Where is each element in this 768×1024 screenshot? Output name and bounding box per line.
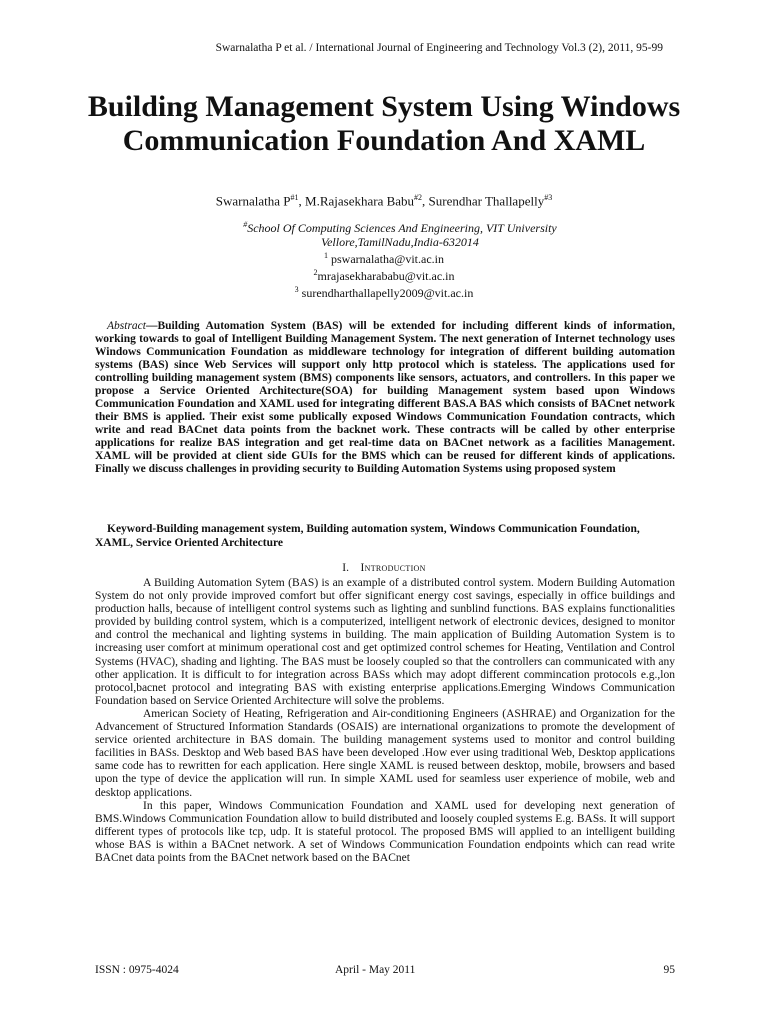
author-email: $^3$ surendharthallapelly2009@vit.ac.in: [294, 285, 474, 300]
section-number: I.: [342, 562, 349, 574]
page-number: 95: [663, 964, 675, 976]
author-name: Surendhar Thallapelly: [428, 193, 545, 209]
footer-issn: ISSN : 0975-4024: [95, 964, 179, 976]
author-name: M.Rajasekhara Babu: [305, 193, 415, 209]
body-paragraph: American Society of Heating, Refrigeration and Air-conditioning Engineers (ASHRAE) and Organization for the Advancement of Structured Information Standards (OSAIS) are international organizations to promote the development of service oriented architecture in BAS domain. The building management systems used to monitor and control building facilities in BASs. Desktop and Web based BAS have been developed .How ever using traditional Web, Desktop applications same code has to rewritten for each application. Here single XAML is reused between desktop, mobile, browsers and based upon the type of device the application will run. In simple XAML used for seamless user experience of mobile, web and desktop applications.: [95, 707, 675, 799]
running-head: Swarnalatha P et al. / International Journal of Engineering and Technology Vol.3 (2), 2011, 95-99: [215, 42, 663, 54]
body-text: [95, 577, 675, 865]
keywords: Keyword-Building management system, Building automation system, Windows Communication Foundation, XAML, Service Oriented Architecture: [95, 523, 640, 549]
footer-date: April - May 2011: [335, 964, 416, 976]
author-sup: #2: [414, 193, 423, 202]
affiliation-line: School Of Computing Sciences And Engineering, VIT University: [247, 221, 557, 235]
section-heading: [0, 562, 768, 574]
author-email: $^1$ pswarnalatha@vit.ac.in: [323, 251, 444, 266]
author-email: $^2$mrajasekharababu@vit.ac.in: [313, 268, 455, 283]
paper-title: Building Management System Using Windows Communication Foundation And XAML: [87, 90, 681, 157]
author-name: Swarnalatha P: [215, 193, 291, 209]
abstract-text: Building Automation System (BAS) will be extended for including different kinds of information, working towards to goal of Intelligent Building Management System. The next generation of Internet technology uses Windows Communication Foundation as middleware technology for integration of different building automation systems (BAS) since Web Services will support only http protocol which is stateless. The applications used for controlling building management system (BMS) components like sensors, actuators, and controllers. In this paper we propose a Service Oriented Architecture(SOA) for building Management system based upon Windows Communication Foundation and XAML used for integrating different BAS.A BAS which consists of BACnet network their BMS is applied. Their exist some publically exposed Windows Communication Foundation contracts, which write and read BACnet data points from the backnet work. These contracts will be called by other enterprise applications for realize BAS integration and get real-time data on BACnet network as a facilities Management. XAML will be provided at client side GUIs for the BMS which can be reused for different kinds of applications. Finally we discuss challenges in providing security to Building Automation Systems using proposed system: [95, 320, 675, 475]
abstract-lead: Abstract: [107, 320, 146, 332]
abstract: Abstract—Building Automation System (BAS) will be extended for including different kinds of information, working towards to goal of Intelligent Building Management System. The next generation of Internet technology uses Windows Communication Foundation as middleware technology for integration of different building automation systems (BAS) since Web Services will support only http protocol which is stateless. The applications used for controlling building management system (BMS) components like sensors, actuators, and controllers. In this paper we propose a Service Oriented Architecture(SOA) for building Management system based upon Windows Communication Foundation and XAML used for integrating different BAS.A BAS which consists of BACnet network their BMS is applied. Their exist some publically exposed Windows Communication Foundation contracts, which write and read BACnet data points from the backnet work. These contracts will be called by other enterprise applications for realize BAS integration and get real-time data on BACnet network as a facilities Management. XAML will be provided at client side GUIs for the BMS which can be reused for different kinds of applications. Finally we discuss challenges in providing security to Building Automation Systems using proposed system: [95, 320, 675, 475]
author-sup: #3: [544, 193, 553, 202]
body-paragraph: In this paper, Windows Communication Foundation and XAML used for developing next generation of BMS.Windows Communication Foundation allow to build distributed and loosely coupled systems E.g. BASs. It will support different types of protocols like tcp, udp. It is stateful protocol. The proposed BMS will applied to an intelligent building whose BAS is within a BACnet network. A set of Windows Communication Foundation endpoints which can read write BACnet data points from the BACnet network based on the BACnet: [95, 799, 675, 864]
affiliation-sup: #: [243, 220, 248, 229]
author-list: Swarnalatha $P^{\#1}$, M.Rajasekhara Babu$^{\#2}$, Surendhar Thallapelly$^{\#3}$: [215, 193, 553, 209]
affiliation: [200, 218, 600, 249]
section-title: Introduction: [360, 562, 426, 574]
body-paragraph: A Building Automation Sytem (BAS) is an example of a distributed control system. Modern Building Automation System do not only provide improved comfort but offer significant energy cost savings, especially in office buildings and production halls, because of intelligent control systems such as lighting and sunblind functions. BAS explains functionalities provided by building control system, which is a computerized, intelligent network of electronic devices, designed to monitor and control the mechanical and lighting systems in building. The main application of Building Automation System is to increasing user comfort at minimum operational cost and get optimized control schemes for Heating, Ventilation and Control Systems (HVAC), shading and lighting. The BAS must be loosely coupled so that the controllers can communicated with any other application. It is difficult to for integration across BASs which may adopt different commincation protocols e.g.,lon protocol,bacnet protocol and integrating BAS with existing enterprise applications.Emerging Windows Communication Foundation based on Service Oriented Architecture will solve the problems.: [95, 577, 675, 707]
author-sup: #1: [290, 193, 299, 202]
affiliation-line: Vellore,TamilNadu,India-632014: [321, 235, 479, 249]
